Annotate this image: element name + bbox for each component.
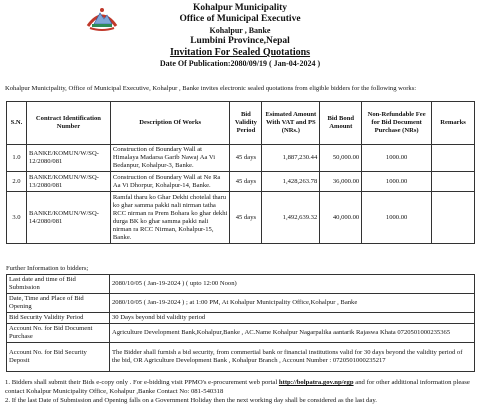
- info-key: Last date and time of Bid Submission: [7, 275, 110, 294]
- cell-bond: 36,000.00: [320, 172, 362, 192]
- municipality-name: Kohalpur Municipality: [192, 3, 288, 13]
- egp-portal-link[interactable]: http://bolpatra.gov.np/egp: [278, 379, 354, 386]
- info-row: [7, 275, 475, 294]
- info-key: Account No. for Bid Security Deposit: [7, 343, 110, 372]
- office-location: Kohalpur , Banke: [209, 26, 271, 35]
- cell-amount: 1,887,230.44: [262, 145, 320, 172]
- cell-description: Construction of Boundary Wall at Himalaya Madarsa Garib Nawaj Aa Vi Bedanpur, Kohalpur-3, Banke.: [110, 145, 230, 172]
- cell-validity: 45 days: [230, 172, 262, 192]
- info-row: [7, 343, 475, 372]
- note-1-text: 1. Bidders shall submit their Bids e-copy only . For e-bidding visit PPMO's e-procurement web portal: [5, 379, 279, 386]
- col-bond: Bid Bond Amount: [320, 102, 362, 145]
- office-name: Office of Municipal Executive: [179, 14, 301, 24]
- cell-fee: 1000.00: [362, 192, 432, 244]
- bidder-info-table: [6, 274, 475, 372]
- col-amount: Esimated Amount With VAT and PS (NRs.): [262, 102, 320, 145]
- info-value: 30 Days beyond bid validity period: [110, 313, 475, 324]
- table-row: [7, 145, 475, 172]
- cell-fee: 1000.00: [362, 172, 432, 192]
- cell-description: Construction of Boundary Wall at Ne Ra Aa Vi Dhorpur, Kohalpur-14, Banke.: [110, 172, 230, 192]
- info-key: Date, Time and Place of Bid Opening: [7, 294, 110, 313]
- col-fee: Non-Refundable Fee for Bid Document Purchase (NRs): [362, 102, 432, 145]
- col-contract-id: Contract Identification Number: [26, 102, 110, 145]
- note-1-contact: and for other additional information please contact Kohalpur Municipality Office, Kohalpur ,Banke Contact No: 081-540318: [5, 379, 470, 395]
- cell-amount: 1,492,639.32: [262, 192, 320, 244]
- cell-bond: 40,000.00: [320, 192, 362, 244]
- info-value: The Bidder shall furnish a bid security, from commertial bank or financial institutions valid for 30 days beyond the validity period of the bid, OR Agriculture Development Bank , Kohalpur Branch , Account Number : 0720501000235217: [110, 343, 475, 372]
- table-header-row: [7, 102, 475, 145]
- col-validity: Bid Validity Period: [230, 102, 262, 145]
- cell-sn: 2.0: [7, 172, 27, 192]
- cell-remarks: [432, 192, 475, 244]
- cell-validity: 45 days: [230, 145, 262, 172]
- info-row: [7, 294, 475, 313]
- cell-description: Ramfal tharu ko Ghar Dekhi chotelal tharu ko ghar samma pakki nali nirman tatha RCC nirman ra Prem Bohara ko ghar dekhi durga BK ko ghar samma pakki nali nirman ra RCC Nirman, Kohalpur-15, Banke.: [110, 192, 230, 244]
- notes: [5, 378, 476, 405]
- intro-text: Kohalpur Municipality, Office of Municipal Executive, Kohalpur , Banke invites electronic sealed quotations from eligible bidders for the following works:: [5, 85, 417, 92]
- cell-contract-id: BANKE/KOMUN/W/SQ-12/2080/081: [26, 145, 110, 172]
- info-row: [7, 324, 475, 343]
- cell-fee: 1000.00: [362, 145, 432, 172]
- table-row: [7, 172, 475, 192]
- cell-contract-id: BANKE/KOMUN/W/SQ-13/2080/081: [26, 172, 110, 192]
- info-key: Bid Security Validity Period: [7, 313, 110, 324]
- publication-date: Date Of Publication:2080/09/19 ( Jan-04-2024 ): [159, 59, 321, 68]
- province-name: Lumbini Province,Nepal: [190, 36, 290, 46]
- notice-header: [0, 0, 480, 83]
- info-value: 2080/10/05 ( Jan-19-2024 ) ; at 1:00 PM, At Kohalpur Municipality Office,Kohalpur , Banke: [110, 294, 475, 313]
- table-row: [7, 192, 475, 244]
- cell-amount: 1,428,263.78: [262, 172, 320, 192]
- cell-bond: 50,000.00: [320, 145, 362, 172]
- col-remarks: Remarks: [432, 102, 475, 145]
- info-row: [7, 313, 475, 324]
- info-value: Agriculture Development Bank,Kohalpur,Banke , AC.Name Kohalpur Nagarpalika aantarik Rajaswa Khata 0720501000235365: [110, 324, 475, 343]
- cell-validity: 45 days: [230, 192, 262, 244]
- cell-sn: 1.0: [7, 145, 27, 172]
- note-2: 2. If the last Date of Submission and Opening falls on a Government Holiday then the next working day shall be considered as the last day.: [5, 397, 377, 404]
- further-info-heading: Further Information to bidders;: [6, 265, 89, 272]
- cell-remarks: [432, 172, 475, 192]
- quotation-table: [6, 101, 475, 244]
- info-key: Account No. for Bid Document Purchase: [7, 324, 110, 343]
- col-sn: S.N.: [7, 102, 27, 145]
- col-description: Description Of Works: [110, 102, 230, 145]
- cell-remarks: [432, 145, 475, 172]
- cell-sn: 3.0: [7, 192, 27, 244]
- note-1: [5, 378, 476, 396]
- info-value: 2080/10/05 ( Jan-19-2024 ) ( upto 12:00 Noon): [110, 275, 475, 294]
- notice-title: Invitation For Sealed Quotations: [169, 47, 311, 58]
- cell-contract-id: BANKE/KOMUN/W/SQ-14/2080/081: [26, 192, 110, 244]
